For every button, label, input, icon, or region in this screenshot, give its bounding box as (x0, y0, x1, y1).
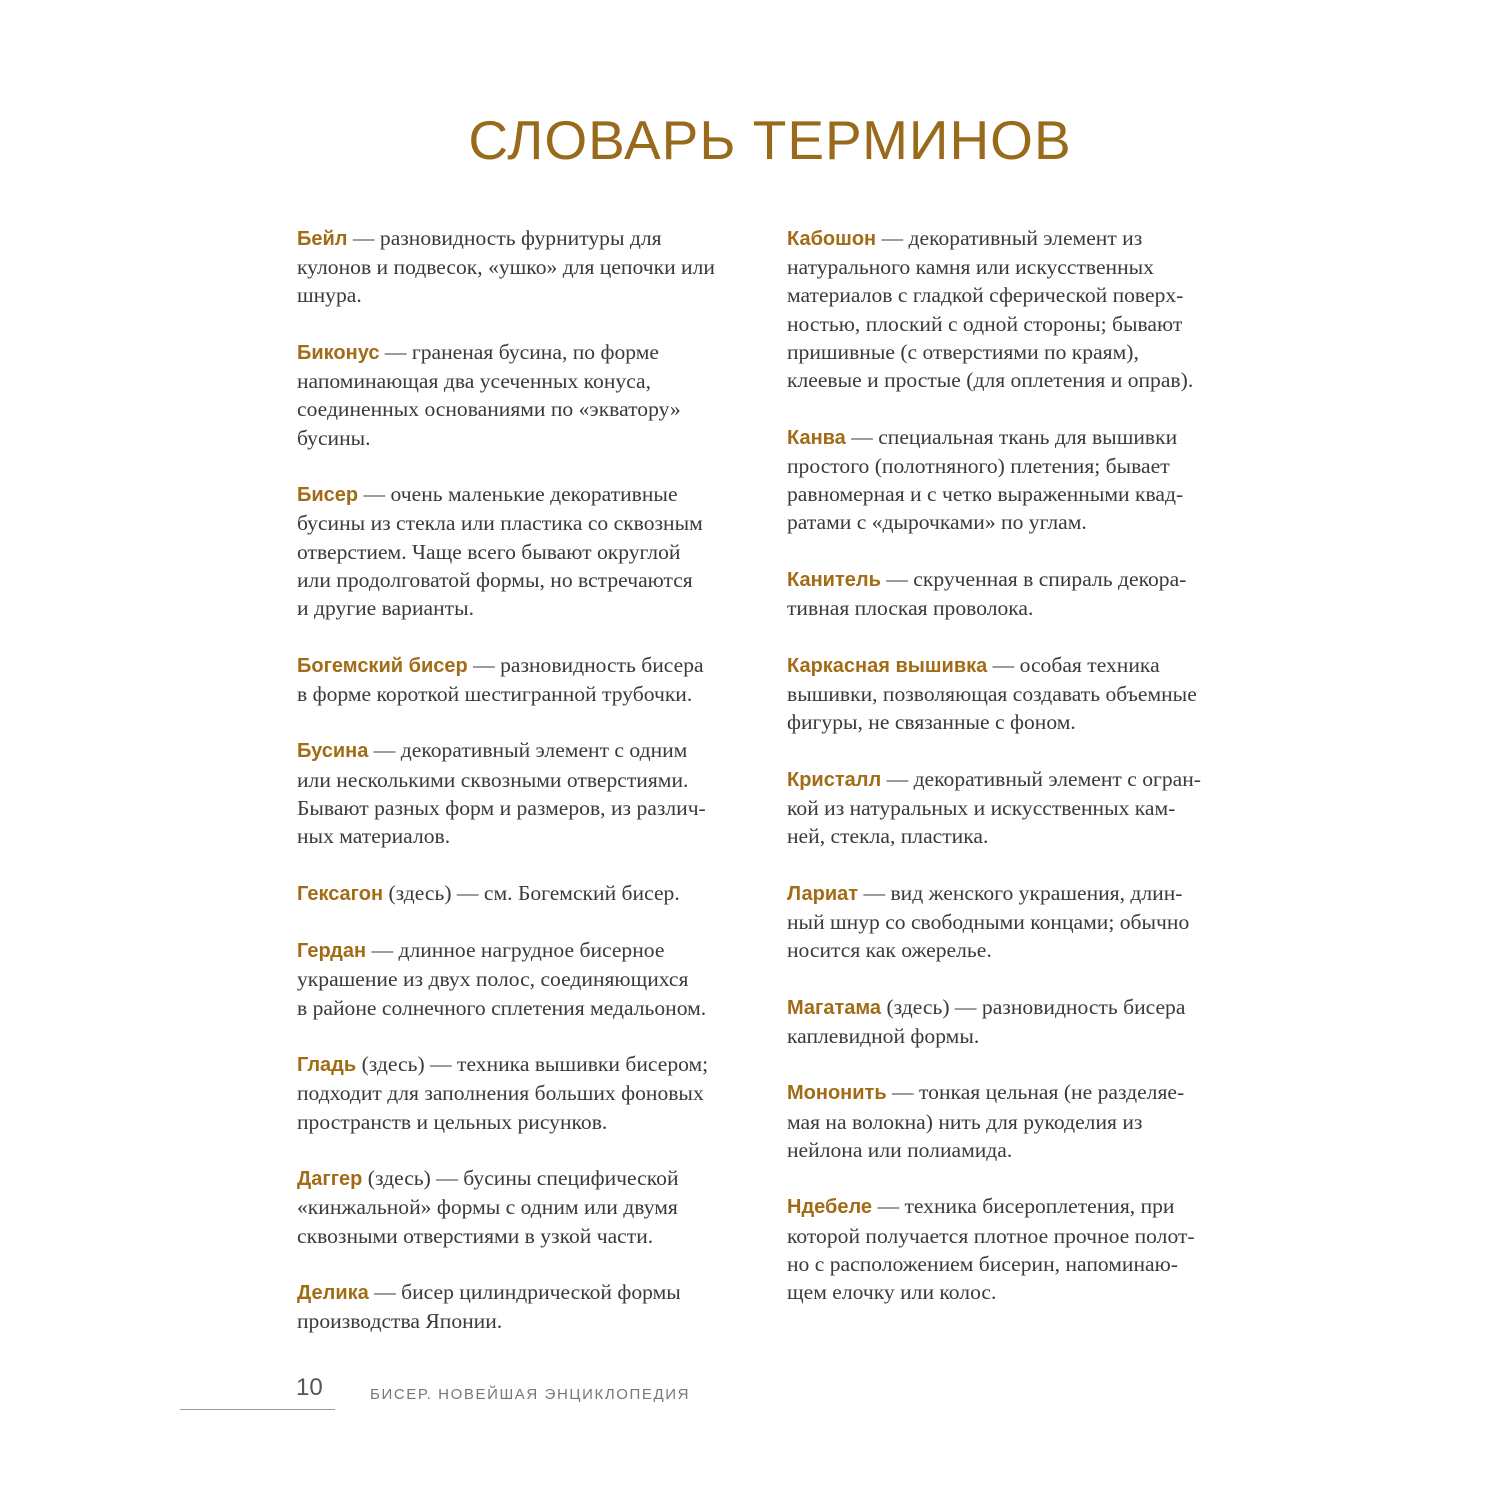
glossary-entry (787, 993, 1257, 1050)
glossary-note: (здесь) (881, 994, 950, 1019)
glossary-entry (297, 879, 767, 908)
glossary-term: Лариат (787, 882, 859, 905)
glossary-term: Гердан (297, 940, 367, 963)
glossary-note: (здесь) (362, 1166, 431, 1191)
glossary-entry (297, 651, 767, 708)
glossary-definition: — очень маленькие декоративные бусины из стекла или пластика со сквозным отверстием. Чаще всего бывают округлой или продолговатой формы, но встречаются и другие варианты. (297, 482, 703, 621)
glossary-term: Даггер (297, 1168, 363, 1191)
glossary-term: Богемский бисер (297, 654, 468, 677)
glossary-definition: — тонкая цельная (не разделяе- мая на волокна) нить для рукоделия из нейлона или полиамида. (787, 1080, 1185, 1162)
glossary-definition: — декоративный элемент с огран- кой из натуральных и искусственных кам- ней, стекла, пластика. (787, 766, 1201, 849)
glossary-definition: — разновидность бисера каплевидной формы. (787, 994, 1186, 1048)
glossary-note: (здесь) (383, 880, 452, 905)
glossary-entry (297, 224, 767, 310)
glossary-definition: — декоративный элемент с одним или несколькими сквозными отверстиями. Бывают разных форм и размеров, из различ- ных материалов. (297, 738, 706, 849)
glossary-definition: — разновидность бисера в форме короткой шестигранной трубочки. (297, 652, 704, 706)
glossary-term: Каркасная вышивка (787, 654, 988, 677)
glossary-term: Гексагон (297, 882, 384, 905)
glossary-definition: — скрученная в спираль декора- тивная плоская проволока. (787, 566, 1187, 621)
glossary-term: Бейл (297, 228, 348, 250)
glossary-term: Гладь (297, 1054, 357, 1077)
glossary-entry (297, 736, 767, 850)
glossary-column-left (297, 224, 767, 1364)
glossary-entry (787, 651, 1257, 737)
glossary-term: Канва (787, 426, 846, 449)
glossary-entry (297, 338, 767, 452)
glossary-term: Бисер (297, 484, 359, 507)
glossary-entry (297, 1164, 767, 1250)
glossary-term: Магатама (787, 996, 882, 1019)
glossary-entry (787, 765, 1257, 851)
glossary-term: Бусина (297, 740, 369, 763)
glossary-definition: — вид женского украшения, длин- ный шнур со свободными концами; обычно носится как ожерелье. (787, 880, 1190, 963)
glossary-definition: — специальная ткань для вышивки простого (полотняного) плетения; бывает равномерная и с четко выраженными квад- ратами с «дырочками» по углам. (787, 424, 1184, 535)
footer-rule (180, 1409, 335, 1410)
glossary-definition: — см. Богемский бисер. (451, 880, 680, 905)
glossary-entry (787, 879, 1257, 965)
glossary-definition: — техника бисероплетения, при которой получается плотное прочное полот- но с расположением бисерин, напоминаю- щем елочку или колос. (787, 1194, 1195, 1305)
glossary-column-right (787, 224, 1257, 1335)
glossary-entry (787, 423, 1257, 537)
page-title: СЛОВАРЬ ТЕРМИНОВ (468, 109, 1072, 171)
glossary-definition: — длинное нагрудное бисерное украшение из двух полос, соединяющихся в районе солнечного сплетения медальоном. (297, 938, 707, 1020)
glossary-term: Канитель (787, 568, 881, 591)
glossary-term: Мононить (787, 1082, 887, 1105)
glossary-entry (787, 1078, 1257, 1164)
glossary-definition: — декоративный элемент из натурального камня или искусственных материалов с гладкой сферической поверх- ностью, плоский с одной стороны; бывают пришивные (с отверстиями по краям), клеевые и простые (для оплетения и оправ). (787, 226, 1194, 393)
glossary-term: Делика (297, 1282, 369, 1305)
glossary-term: Кристалл (787, 768, 882, 791)
glossary-entry (297, 1050, 767, 1136)
glossary-entry (787, 1192, 1257, 1306)
glossary-entry (297, 480, 767, 622)
glossary-term: Кабошон (787, 228, 877, 250)
running-footer-title: БИСЕР. НОВЕЙШАЯ ЭНЦИКЛОПЕДИЯ (370, 1386, 691, 1403)
glossary-definition: — граненая бусина, по форме напоминающая два усеченных конуса, соединенных основаниями по «экватору» бусины. (297, 340, 681, 450)
glossary-definition: — техника вышивки бисером; подходит для заполнения больших фоновых пространств и цельных рисунков. (297, 1052, 709, 1134)
glossary-definition: — бусины специфической «кинжальной» формы с одним или двумя сквозными отверстиями в узкой части. (297, 1166, 679, 1248)
glossary-term: Ндебеле (787, 1196, 873, 1219)
glossary-definition: — бисер цилиндрической формы производства Японии. (297, 1280, 681, 1334)
glossary-entry (297, 936, 767, 1022)
glossary-entry (787, 224, 1257, 394)
page-number: 10 (296, 1374, 323, 1401)
glossary-term: Биконус (297, 342, 380, 364)
glossary-note: (здесь) (356, 1052, 425, 1077)
glossary-entry (787, 565, 1257, 622)
glossary-entry (297, 1278, 767, 1335)
glossary-definition: — разновидность фурнитуры для кулонов и подвесок, «ушко» для цепочки или шнура. (297, 226, 715, 308)
glossary-definition: — особая техника вышивки, позволяющая создавать объемные фигуры, не связанные с фоном. (787, 652, 1197, 735)
